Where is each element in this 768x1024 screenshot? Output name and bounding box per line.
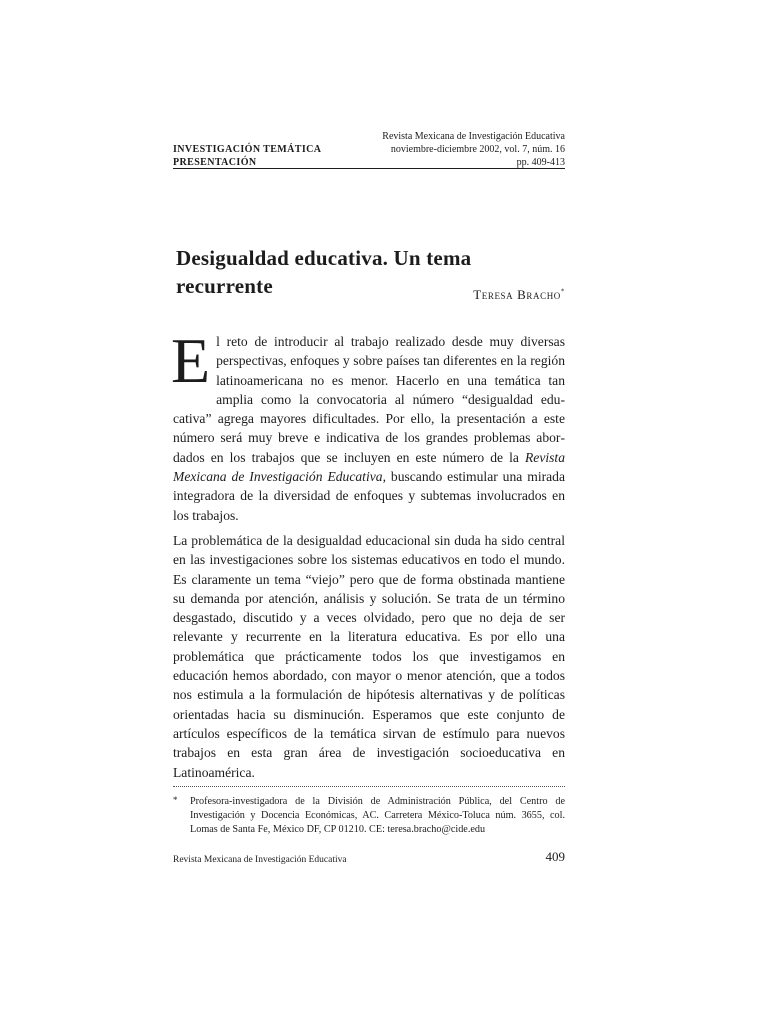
paragraph-problem: La problemática de la desigualdad educacional sin duda ha sido central en las investigaciones sobre los sistemas educativos en todo el mundo. Es claramente un tema “viejo” pero que de forma obstinada mantiene su demanda por atención, análisis y solución. Se trata de un término desgastado, discutido y a veces olvidado, pero que no deja de ser relevante y recurrente en la literatura educativa. Es por ello una problemática que prácticamente todos los que investigamos en educación hemos abordado, con mayor o menor atención, que a todos nos estimula a la formulación de hipótesis alternativas y de políticas orientadas hacia su disminución. Esperamos que este conjunto de artículos específicos de la temática sirvan de estímulo para nuevos trabajos en esta gran área de investigación socioeducativa en Latinoamérica. [173,533,565,780]
subsection-label: PRESENTACIÓN [173,157,257,168]
paragraph-intro-text: l reto de introducir al trabajo realizado desde muy diversas perspectivas, enfoques y sobre países tan diferentes en la región latinoamericana no es menor. Hacerlo en una temática tan amplia como la convocatoria al número “desigualdad educativa” agrega mayores dificultades. Por ello, la presentación a este número será muy breve e indicativa de los grandes problemas abordados en los trabajos que se incluyen en este número de la [173,334,565,465]
paragraph-intro [171,325,565,525]
drop-cap: E [171,325,211,396]
footer-journal-name: Revista Mexicana de Investigación Educativa [173,855,347,865]
article-title: Desigualdad educativa. Un tema recurrente [176,246,472,298]
footnote-text: Profesora-investigadora de la División de Administración Pública, del Centro de Investigación y Docencia Económicas, AC. Carretera México-Toluca núm. 3655, col. Lomas de Santa Fe, México DF, CP 01210. CE: teresa.bracho@cide.edu [190,796,565,835]
page-range: pp. 409-413 [516,157,565,168]
author-footnote-mark: * [560,287,565,296]
header-rule [173,168,565,169]
journal-name: Revista Mexicana de Investigación Educativa [382,131,565,142]
running-header-section [173,143,321,169]
section-label: INVESTIGACIÓN TEMÁTICA [173,144,322,155]
paragraph-intro-text-end: , buscando estimular una mirada integradora de la diversidad de enfoques y subtemas involucrados en los trabajos. [173,469,565,523]
running-header-citation [382,130,565,169]
author-line [473,287,565,303]
journal-name-italic: Revista Mexicana de Investigación Educativa [173,449,565,485]
footnote-mark: * [173,795,178,805]
page-number: 409 [545,849,565,864]
issue-info: noviembre-diciembre 2002, vol. 7, núm. 16 [390,144,565,155]
footnote-divider [173,786,565,787]
author-name: Teresa Bracho [473,287,561,302]
